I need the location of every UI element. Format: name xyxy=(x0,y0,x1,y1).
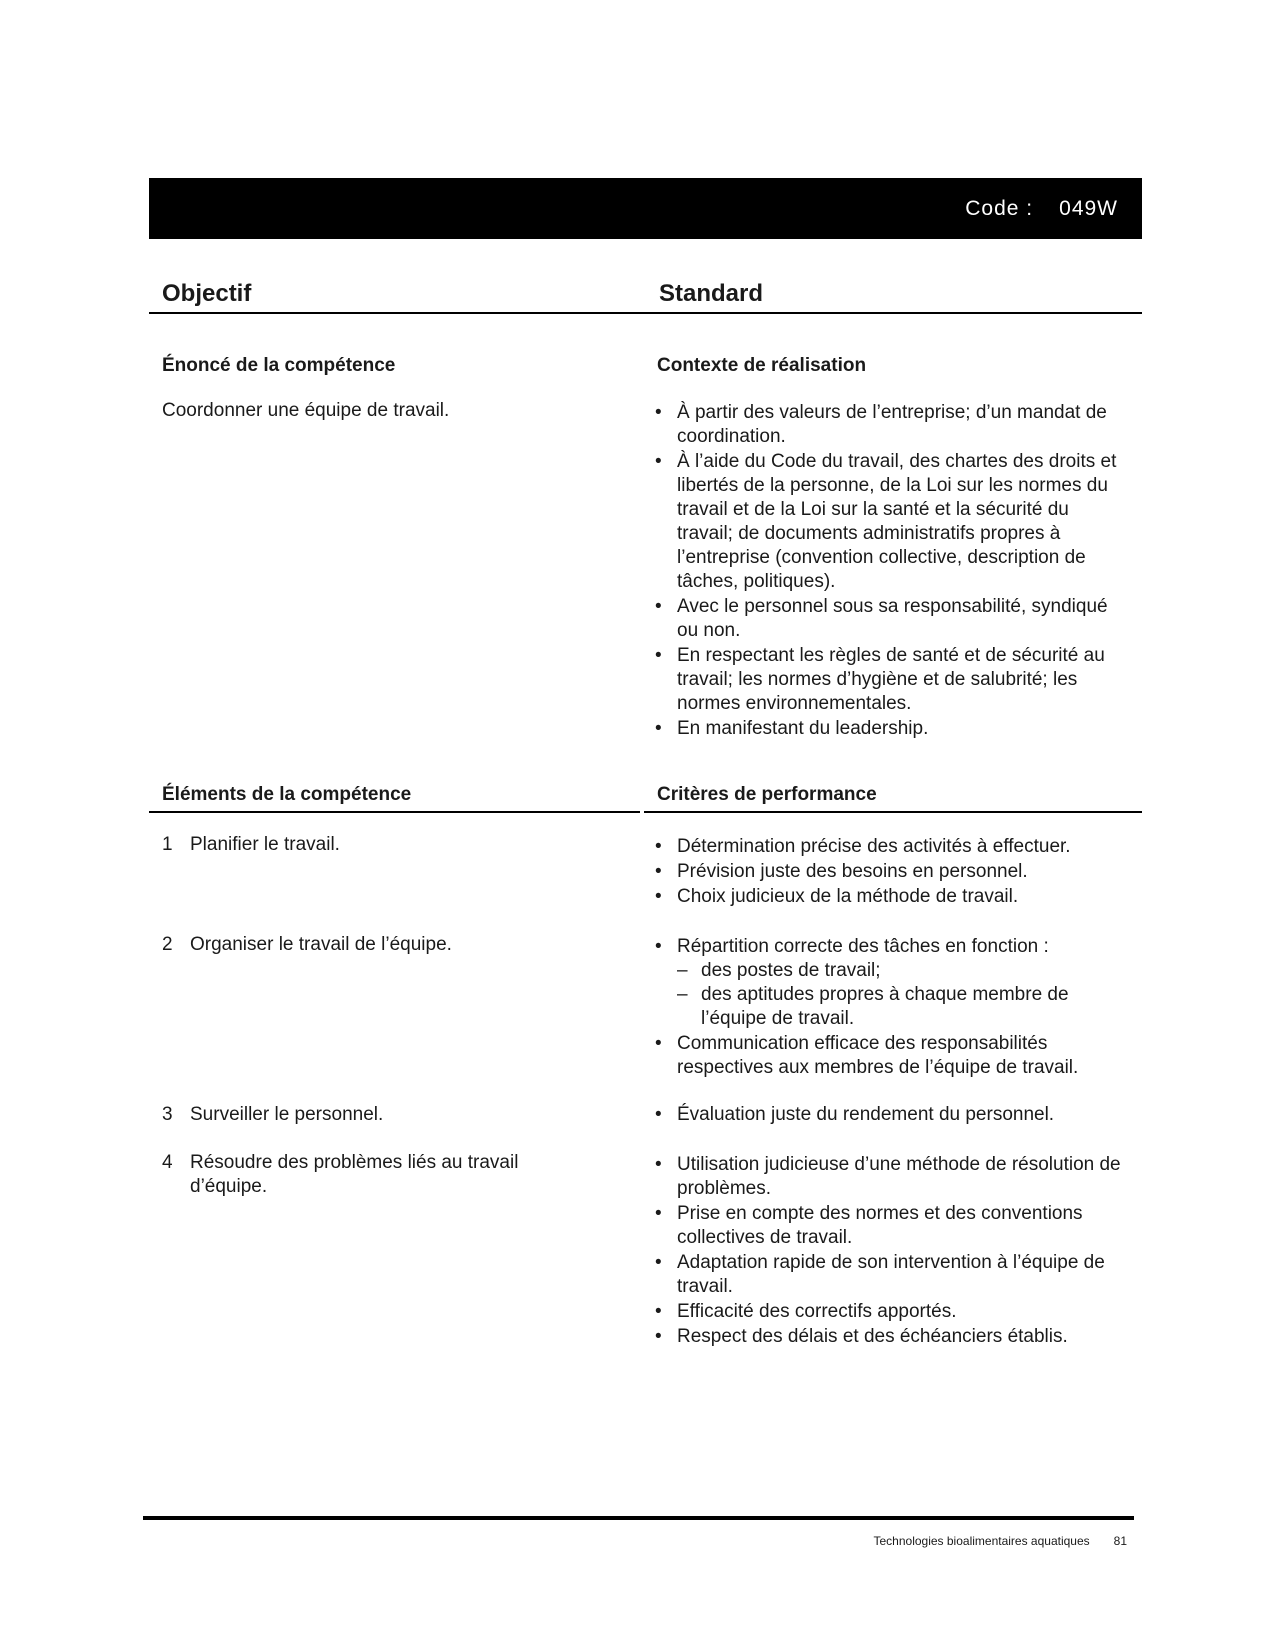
dash-icon: – xyxy=(677,984,688,1005)
criteres-list xyxy=(655,1153,1125,1349)
criteres-group-3 xyxy=(655,1103,1125,1128)
criteres-item: • Répartition correcte des tâches en fonction : – des postes de travail; – des aptitudes propres à chaque membre de l’équipe de travail. xyxy=(655,935,1125,1031)
contexte-list xyxy=(655,401,1125,741)
elements-divider xyxy=(149,811,640,813)
criteres-item: • Communication efficace des responsabilités respectives aux membres de l’équipe de travail. xyxy=(655,1033,1079,1078)
objectif-header: Objectif xyxy=(162,280,252,307)
code-bar xyxy=(149,178,1142,239)
code-label: Code : xyxy=(965,196,1034,220)
contexte-item: • En respectant les règles de santé et de sécurité au travail; les normes d’hygiène et de salubrité; les normes environnementales. xyxy=(655,645,1105,714)
element-text: Surveiller le personnel. xyxy=(190,1104,384,1125)
criteres-item: • Respect des délais et des échéanciers établis. xyxy=(655,1326,1068,1347)
criteres-item: • Prévision juste des besoins en personnel. xyxy=(655,861,1028,882)
criteres-item: • Adaptation rapide de son intervention à l’équipe de travail. xyxy=(655,1252,1105,1297)
criteres-item: • Évaluation juste du rendement du personnel. xyxy=(655,1104,1055,1125)
criteres-list xyxy=(655,835,1125,909)
criteres-heading: Critères de performance xyxy=(657,784,877,805)
standard-header: Standard xyxy=(659,280,764,307)
criteres-list xyxy=(655,935,1125,1080)
contexte-item: • En manifestant du leadership. xyxy=(655,718,929,739)
bullet-icon: • xyxy=(655,718,662,739)
dash-icon: – xyxy=(677,960,688,981)
criteres-sub-item: – des aptitudes propres à chaque membre de l’équipe de travail. xyxy=(677,984,1069,1029)
page-number: 81 xyxy=(1113,1534,1127,1548)
element-text: Résoudre des problèmes liés au travail d’équipe. xyxy=(190,1152,519,1197)
element-text: Planifier le travail. xyxy=(190,834,340,855)
element-text: Organiser le travail de l’équipe. xyxy=(190,934,452,955)
bullet-icon: • xyxy=(655,1326,662,1347)
criteres-item: • Efficacité des correctifs apportés. xyxy=(655,1301,957,1322)
criteres-sub-item: – des postes de travail; xyxy=(677,960,881,981)
contexte-list-wrapper xyxy=(655,401,1125,742)
criteres-item: • Utilisation judicieuse d’une méthode de résolution de problèmes. xyxy=(655,1154,1121,1199)
element-item-2 xyxy=(162,933,582,957)
element-number: 3 xyxy=(162,1104,173,1125)
bullet-icon: • xyxy=(655,836,662,857)
code-value: 049W xyxy=(1059,196,1118,220)
criteres-group-2 xyxy=(655,935,1125,1081)
criteres-item: • Détermination précise des activités à effectuer. xyxy=(655,836,1071,857)
bullet-icon: • xyxy=(655,1301,662,1322)
bullet-icon: • xyxy=(655,886,662,907)
bullet-icon: • xyxy=(655,1203,662,1224)
bullet-icon: • xyxy=(655,1104,662,1125)
criteres-list xyxy=(655,1103,1125,1127)
bullet-icon: • xyxy=(655,1252,662,1273)
element-item-1 xyxy=(162,833,582,857)
page-footer xyxy=(874,1534,1128,1548)
enonce-heading: Énoncé de la compétence xyxy=(162,355,396,376)
element-item-4 xyxy=(162,1151,562,1199)
contexte-item: • À l’aide du Code du travail, des chartes des droits et libertés de la personne, de la Loi sur les normes du travail et de la Loi sur la santé et la sécurité du travail; de documents administratifs propres à l’entreprise (convention collective, description de tâches, politiques). xyxy=(655,451,1117,592)
bullet-icon: • xyxy=(655,451,662,472)
bullet-icon: • xyxy=(655,936,662,957)
bullet-icon: • xyxy=(655,1154,662,1175)
criteres-group-1 xyxy=(655,835,1125,910)
criteres-item: • Prise en compte des normes et des conventions collectives de travail. xyxy=(655,1203,1083,1248)
bullet-icon: • xyxy=(655,645,662,666)
criteres-divider xyxy=(644,811,1142,813)
footer-divider xyxy=(143,1516,1134,1520)
bullet-icon: • xyxy=(655,596,662,617)
element-number: 2 xyxy=(162,934,173,955)
contexte-item: • À partir des valeurs de l’entreprise; d’un mandat de coordination. xyxy=(655,402,1107,447)
criteres-item: • Choix judicieux de la méthode de travail. xyxy=(655,886,1019,907)
contexte-item: • Avec le personnel sous sa responsabilité, syndiqué ou non. xyxy=(655,596,1108,641)
footer-title: Technologies bioalimentaires aquatiques xyxy=(873,1534,1090,1548)
header-divider xyxy=(149,312,1142,314)
element-number: 1 xyxy=(162,834,173,855)
bullet-icon: • xyxy=(655,861,662,882)
criteres-group-4 xyxy=(655,1153,1125,1350)
enonce-text: Coordonner une équipe de travail. xyxy=(162,400,450,421)
element-number: 4 xyxy=(162,1152,173,1173)
bullet-icon: • xyxy=(655,1033,662,1054)
bullet-icon: • xyxy=(655,402,662,423)
elements-heading: Éléments de la compétence xyxy=(162,784,412,805)
criteres-sub-list xyxy=(677,959,1125,1031)
element-item-3 xyxy=(162,1103,582,1127)
contexte-heading: Contexte de réalisation xyxy=(657,355,867,376)
